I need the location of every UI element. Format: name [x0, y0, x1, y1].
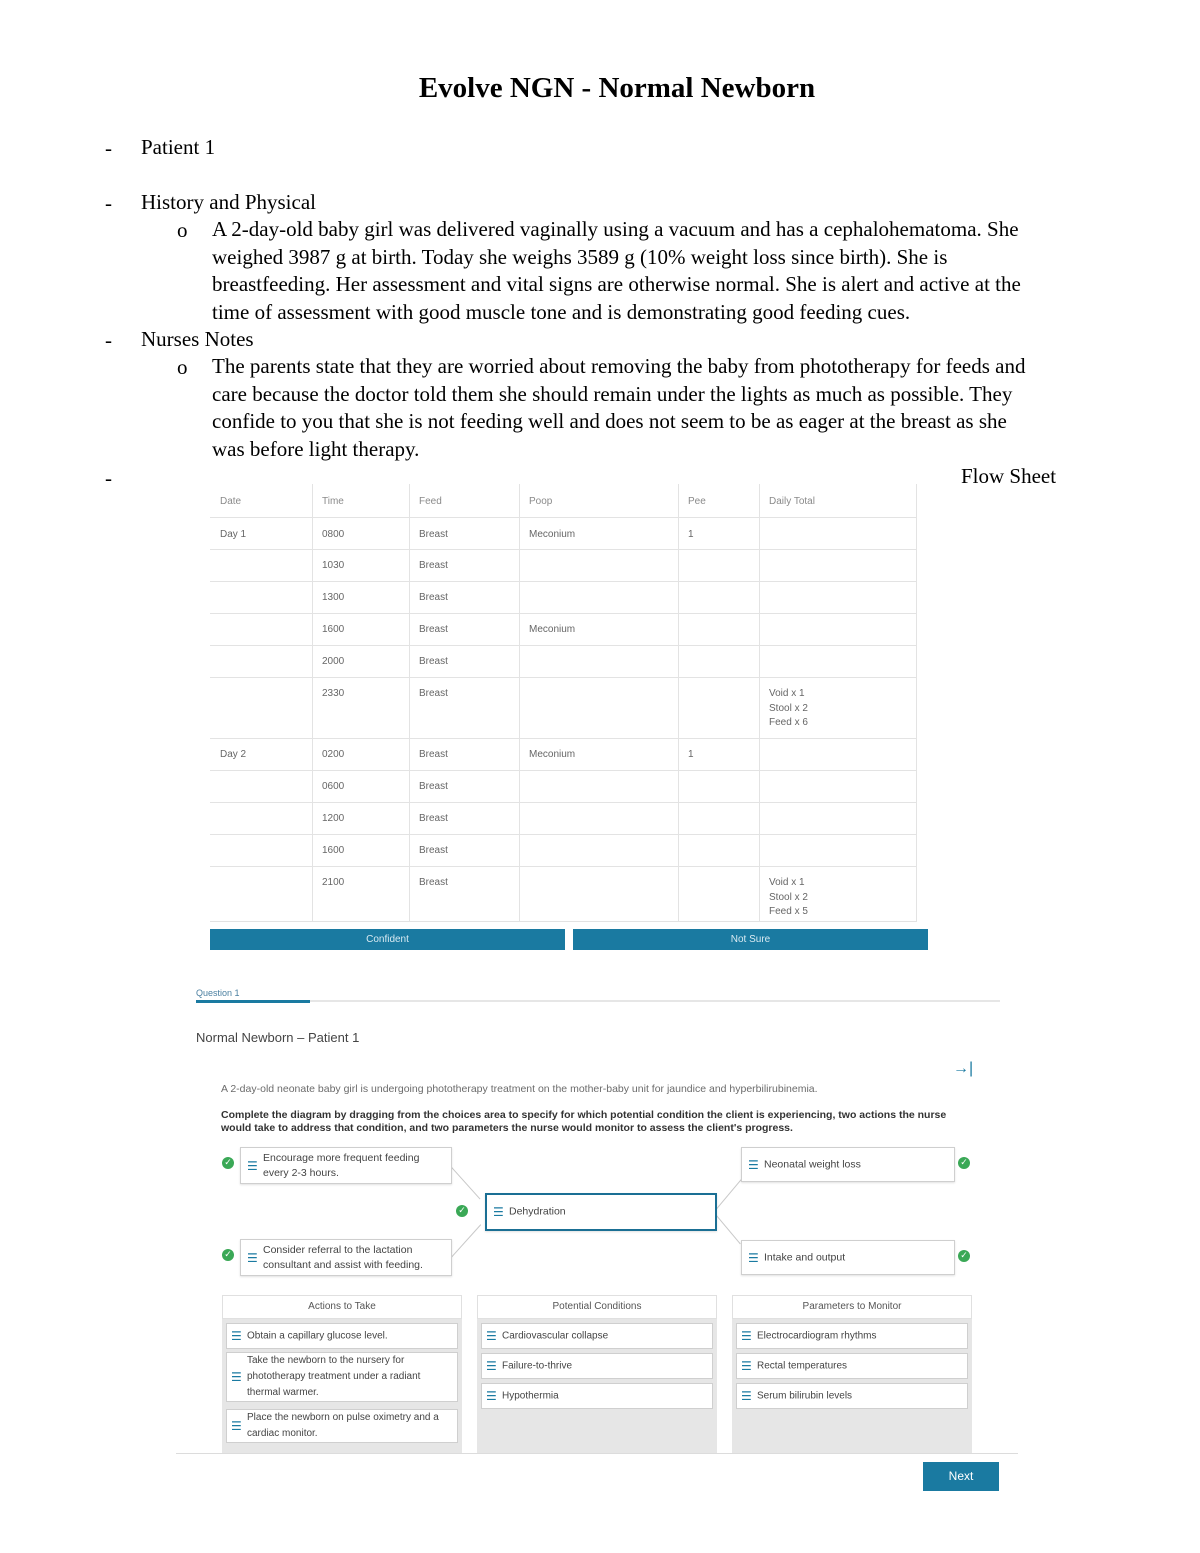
choice-text: Hypothermia	[502, 1390, 559, 1402]
question-instructions: Complete the diagram by dragging from the choices area to specify for which potential condition the client is experiencing, two actions the nurse would take to address that condition, and two parameters the nurse would monitor to assess the client's progress.	[221, 1109, 947, 1134]
cell-feed: Breast	[419, 781, 448, 792]
cell-daily-total: Void x 1 Stool x 2 Feed x 5	[769, 877, 808, 917]
cell-time: 0800	[322, 529, 345, 540]
conditions-panel-header: Potential Conditions	[477, 1295, 717, 1319]
header-pee: Pee	[688, 496, 706, 507]
notes-line: The parents state that they are worried about removing the baby from phototherapy for feeds and	[212, 354, 1026, 378]
cell-feed: Breast	[419, 845, 448, 856]
cell-time: 1600	[322, 845, 345, 856]
cell-time: 1600	[322, 624, 345, 635]
header-daily-total: Daily Total	[769, 496, 815, 507]
row-divider	[210, 517, 916, 518]
header-poop: Poop	[529, 496, 553, 507]
history-line: breastfeeding. Her assessment and vital signs are otherwise normal. She is alert and active at the	[212, 272, 1021, 296]
cell-date: Day 1	[220, 529, 247, 540]
actions-panel-header: Actions to Take	[222, 1295, 462, 1319]
row-divider	[210, 549, 916, 550]
connector-line	[451, 1224, 481, 1257]
cell-date: Day 2	[220, 749, 247, 760]
connector-line	[715, 1179, 741, 1210]
question-prompt: A 2-day-old neonate baby girl is undergoing phototherapy treatment on the mother-baby unit for jaundice and hyperbilirubinemia.	[221, 1083, 818, 1095]
drag-handle-icon[interactable]: ☰	[231, 1419, 242, 1433]
drop-target-text: Encourage more frequent feeding every 2-3 hours.	[263, 1151, 420, 1179]
cell-time: 2000	[322, 656, 345, 667]
history-line: time of assessment with good muscle tone and is demonstrating good feeding cues.	[212, 299, 911, 324]
row-divider	[210, 770, 916, 771]
choice-text: Obtain a capillary glucose level.	[247, 1330, 388, 1342]
drag-handle-icon[interactable]: ☰	[231, 1370, 242, 1384]
action-drop-target-2[interactable]	[240, 1239, 452, 1276]
flow-sheet-heading: Flow Sheet	[961, 464, 1057, 488]
cell-feed: Breast	[419, 560, 448, 571]
choice-item[interactable]	[481, 1323, 713, 1349]
cell-time: 0600	[322, 781, 345, 792]
cell-feed: Breast	[419, 529, 448, 540]
choice-item[interactable]	[226, 1323, 458, 1349]
drag-handle-icon[interactable]: ☰	[748, 1157, 759, 1172]
parameters-panel	[732, 1295, 972, 1453]
row-divider	[210, 834, 916, 835]
footer-divider	[176, 1453, 1018, 1454]
row-divider	[210, 738, 916, 739]
cell-feed: Breast	[419, 624, 448, 635]
flow-sheet-table	[198, 484, 918, 922]
choice-item[interactable]	[736, 1353, 968, 1379]
choice-text: Electrocardiogram rhythms	[757, 1330, 877, 1342]
cell-feed: Breast	[419, 592, 448, 603]
drop-target-text: Consider referral to the lactation consultant and assist with feeding.	[263, 1243, 423, 1271]
drop-target-text: Intake and output	[764, 1251, 846, 1263]
cell-time: 0200	[322, 749, 345, 760]
confident-button[interactable]: Confident	[210, 929, 565, 950]
choice-item[interactable]	[481, 1353, 713, 1379]
header-feed: Feed	[419, 496, 442, 507]
cell-daily-total: Void x 1 Stool x 2 Feed x 6	[769, 688, 808, 728]
not-sure-button[interactable]: Not Sure	[573, 929, 928, 950]
cell-feed: Breast	[419, 749, 448, 760]
choice-item[interactable]	[226, 1409, 458, 1443]
cell-time: 1300	[322, 592, 345, 603]
notes-line: care because the doctor told them she should remain under the lights as much as possible. They	[212, 381, 1013, 406]
choice-text: Take the newborn to the nursery for phototherapy treatment under a radiant thermal warmer.	[247, 1355, 421, 1398]
cell-time: 2330	[322, 688, 345, 699]
choice-text: Place the newborn on pulse oximetry and a cardiac monitor.	[247, 1412, 439, 1439]
drag-handle-icon[interactable]: ☰	[493, 1205, 504, 1219]
tab-track	[196, 1000, 1000, 1002]
next-button[interactable]: Next	[923, 1462, 999, 1491]
drag-handle-icon[interactable]: ☰	[486, 1329, 497, 1343]
drag-handle-icon[interactable]: ☰	[486, 1389, 497, 1403]
cell-poop: Meconium	[529, 529, 576, 540]
nurses-notes-text	[212, 353, 1132, 463]
history-line: weighed 3987 g at birth. Today she weighs 3589 g (10% weight loss since birth). She is	[212, 244, 948, 269]
choice-item[interactable]	[481, 1383, 713, 1409]
correct-check-icon: ✓	[958, 1157, 970, 1169]
cell-feed: Breast	[419, 877, 448, 888]
notes-line: was before light therapy.	[212, 436, 420, 461]
choice-item[interactable]	[736, 1323, 968, 1349]
cell-pee: 1	[688, 749, 694, 760]
drag-handle-icon[interactable]: ☰	[741, 1329, 752, 1343]
drag-handle-icon[interactable]: ☰	[748, 1250, 759, 1265]
correct-check-icon: ✓	[222, 1249, 234, 1261]
connector-line	[714, 1213, 740, 1244]
bullet-dash: -	[105, 328, 112, 352]
notes-line: confide to you that she is not feeding well and does not seem to be as eager at the breast as she	[212, 409, 1007, 433]
bullet-circle: o	[177, 218, 188, 242]
correct-check-icon: ✓	[958, 1250, 970, 1262]
history-line: A 2-day-old baby girl was delivered vaginally using a vacuum and has a cephalohematoma. She	[212, 217, 1019, 241]
bullet-dash: -	[105, 191, 112, 215]
choice-item[interactable]	[226, 1352, 458, 1402]
actions-panel	[222, 1295, 462, 1453]
parameter-drop-target-1[interactable]	[741, 1147, 955, 1182]
cell-time: 2100	[322, 877, 345, 888]
cell-poop: Meconium	[529, 749, 576, 760]
bullet-dash: -	[105, 466, 112, 490]
drop-target-text: Neonatal weight loss	[764, 1158, 861, 1170]
choice-text: Failure-to-thrive	[502, 1360, 573, 1372]
tab-question-1[interactable]: Question 1	[196, 988, 240, 998]
action-drop-target-1[interactable]	[240, 1147, 452, 1184]
drag-handle-icon[interactable]: ☰	[741, 1389, 752, 1403]
bullet-dash: -	[105, 136, 112, 160]
drag-handle-icon[interactable]: ☰	[247, 1250, 258, 1265]
row-divider	[210, 613, 916, 614]
cell-feed: Breast	[419, 656, 448, 667]
cell-time: 1200	[322, 813, 345, 824]
bullet-circle: o	[177, 355, 188, 379]
choice-text: Rectal temperatures	[757, 1360, 848, 1372]
row-divider	[210, 645, 916, 646]
row-divider	[210, 921, 916, 922]
drag-handle-icon[interactable]: ☰	[247, 1158, 258, 1173]
parameter-drop-target-2[interactable]	[741, 1240, 955, 1275]
conditions-panel	[477, 1295, 717, 1453]
drop-target-text: Dehydration	[509, 1205, 566, 1218]
history-text	[212, 216, 1132, 326]
choice-text: Serum bilirubin levels	[757, 1390, 853, 1402]
question-title: Normal Newborn – Patient 1	[196, 1030, 360, 1045]
row-divider	[210, 677, 916, 678]
drag-handle-icon[interactable]: ☰	[486, 1359, 497, 1373]
column-divider	[916, 484, 917, 922]
collapse-arrow-icon[interactable]: →|	[953, 1060, 974, 1077]
tab-active-indicator	[196, 1000, 310, 1003]
cell-time: 1030	[322, 560, 345, 571]
condition-drop-target[interactable]	[485, 1193, 717, 1231]
parameters-panel-header: Parameters to Monitor	[732, 1295, 972, 1319]
drag-handle-icon[interactable]: ☰	[231, 1329, 242, 1343]
cell-feed: Breast	[419, 813, 448, 824]
history-heading: History and Physical	[141, 190, 316, 214]
choice-item[interactable]	[736, 1383, 968, 1409]
header-time: Time	[322, 496, 344, 507]
row-divider	[210, 581, 916, 582]
drag-handle-icon[interactable]: ☰	[741, 1359, 752, 1373]
header-date: Date	[220, 496, 242, 507]
correct-check-icon: ✓	[222, 1157, 234, 1169]
document-title: Evolve NGN - Normal Newborn	[418, 72, 816, 104]
row-divider	[210, 802, 916, 803]
cell-poop: Meconium	[529, 624, 576, 635]
cell-feed: Breast	[419, 688, 448, 699]
row-divider	[210, 866, 916, 867]
cell-pee: 1	[688, 529, 694, 540]
choice-text: Cardiovascular collapse	[502, 1330, 609, 1342]
connector-line	[450, 1166, 480, 1199]
nurses-notes-heading: Nurses Notes	[141, 327, 254, 351]
patient-label: Patient 1	[141, 135, 216, 159]
correct-check-icon: ✓	[456, 1205, 468, 1217]
